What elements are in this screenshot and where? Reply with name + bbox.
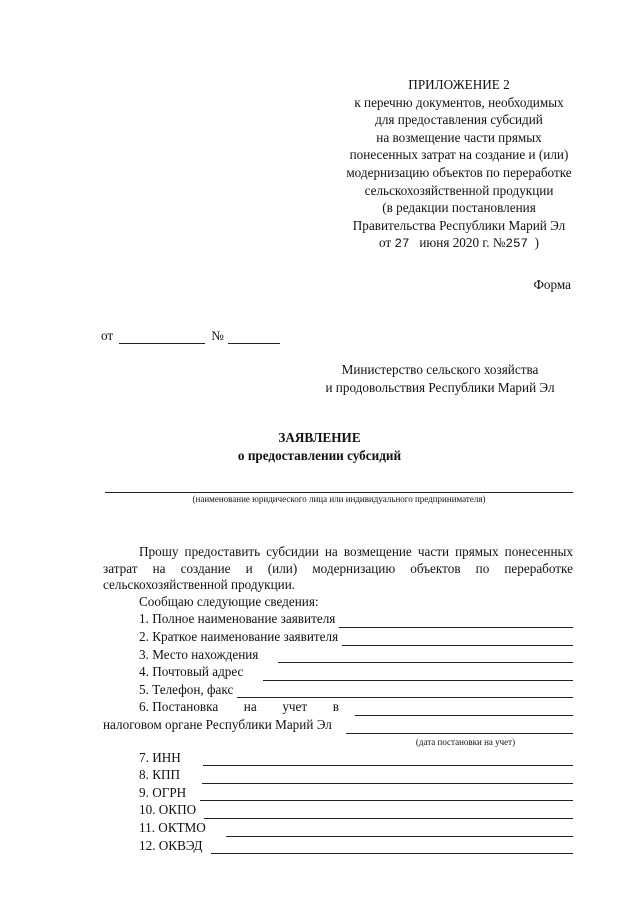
appendix-date-day: 27 <box>394 237 410 252</box>
field-label: 2. Краткое наименование заявителя <box>139 628 339 644</box>
field-postal <box>103 663 573 681</box>
appendix-date-line <box>318 234 600 254</box>
applicant-name-caption: (наименование юридического лица или индивидуального предпринимателя) <box>192 494 486 504</box>
registration-caption: (дата постановки на учет) <box>415 736 516 747</box>
field-label: 4. Почтовый адрес <box>139 664 244 680</box>
appendix-line: для предоставления субсидий <box>375 112 543 128</box>
appendix-date-prefix: от <box>378 235 392 251</box>
short-name-input[interactable] <box>342 634 573 646</box>
field-full-name <box>103 610 573 628</box>
field-label: 5. Телефон, факс <box>139 681 234 697</box>
field-okved <box>103 837 573 855</box>
field-label: 10. ОКПО <box>139 802 197 818</box>
field-inn <box>103 749 573 767</box>
request-paragraph: Прошу предоставить субсидии на возмещение части прямых понесенных затрат на создание и (или) модернизацию объектов по переработке сельскохозяйственной продукции. <box>103 544 573 593</box>
registration-word: на <box>243 699 257 715</box>
appendix-line: (в редакции постановления <box>382 200 536 216</box>
registration-date-input[interactable] <box>346 722 573 734</box>
field-kpp <box>103 766 573 784</box>
field-label: налоговом органе Республики Марий Эл <box>103 716 332 732</box>
appendix-line: понесенных затрат на создание и (или) <box>349 147 569 163</box>
field-registration-line2 <box>103 716 573 734</box>
registration-word: учет <box>282 699 308 715</box>
info-intro: Сообщаю следующие сведения: <box>139 593 319 609</box>
appendix-line: ПРИЛОЖЕНИЕ 2 <box>408 77 510 92</box>
appendix-line: модернизацию объектов по переработке <box>346 164 572 180</box>
field-ogrn <box>103 784 573 802</box>
field-phone <box>103 681 573 699</box>
from-date-number-line <box>101 328 280 344</box>
appendix-date-month-year: июня 2020 г. № <box>419 235 506 251</box>
field-label: 7. ИНН <box>139 749 181 765</box>
field-location <box>103 646 573 664</box>
field-label: 8. КПП <box>139 767 181 783</box>
appendix-line: на возмещение части прямых <box>376 129 542 145</box>
inn-input[interactable] <box>203 754 573 766</box>
location-input[interactable] <box>278 651 573 663</box>
form-label: Форма <box>533 277 571 292</box>
registration-input-1[interactable] <box>355 704 573 716</box>
appendix-line: к перечню документов, необходимых <box>354 94 564 110</box>
field-label: 12. ОКВЭД <box>139 837 203 853</box>
from-prefix: от <box>101 328 114 343</box>
registration-word: 6. Постановка <box>139 699 219 715</box>
field-oktmo <box>103 819 573 837</box>
registration-word: в <box>332 699 339 715</box>
appendix-header <box>318 76 600 254</box>
field-label: 9. ОГРН <box>139 784 187 800</box>
full-name-input[interactable] <box>339 616 573 628</box>
postal-input[interactable] <box>263 669 573 681</box>
appendix-date-number: 257 <box>505 237 528 252</box>
date-field[interactable] <box>119 331 205 344</box>
title-line: ЗАЯВЛЕНИЕ <box>278 430 361 445</box>
addressee <box>290 361 590 396</box>
field-registration <box>103 698 573 716</box>
number-field[interactable] <box>228 331 280 344</box>
oktmo-input[interactable] <box>226 825 573 837</box>
ministry-line: Министерство сельского хозяйства <box>341 362 539 377</box>
document-title <box>0 429 639 464</box>
number-sign: № <box>211 328 224 343</box>
okved-input[interactable] <box>211 842 574 854</box>
field-label: 3. Место нахождения <box>139 646 259 662</box>
appendix-line: сельскохозяйственной продукции <box>364 182 554 198</box>
field-label: 1. Полное наименование заявителя <box>139 611 336 627</box>
field-okpo <box>103 801 573 819</box>
registration-label <box>139 699 339 716</box>
appendix-line: Правительства Республики Марий Эл <box>352 217 566 233</box>
field-short-name <box>103 628 573 646</box>
title-line: о предоставлении субсидий <box>237 447 402 463</box>
appendix-date-suffix: ) <box>534 235 539 251</box>
ministry-line: и продовольствия Республики Марий Эл <box>325 379 555 395</box>
form-body <box>103 544 573 854</box>
phone-input[interactable] <box>237 686 573 698</box>
field-label: 11. ОКТМО <box>139 819 206 835</box>
okpo-input[interactable] <box>204 807 573 819</box>
applicant-name-field[interactable] <box>105 492 573 493</box>
kpp-input[interactable] <box>202 772 573 784</box>
ogrn-input[interactable] <box>200 789 573 801</box>
